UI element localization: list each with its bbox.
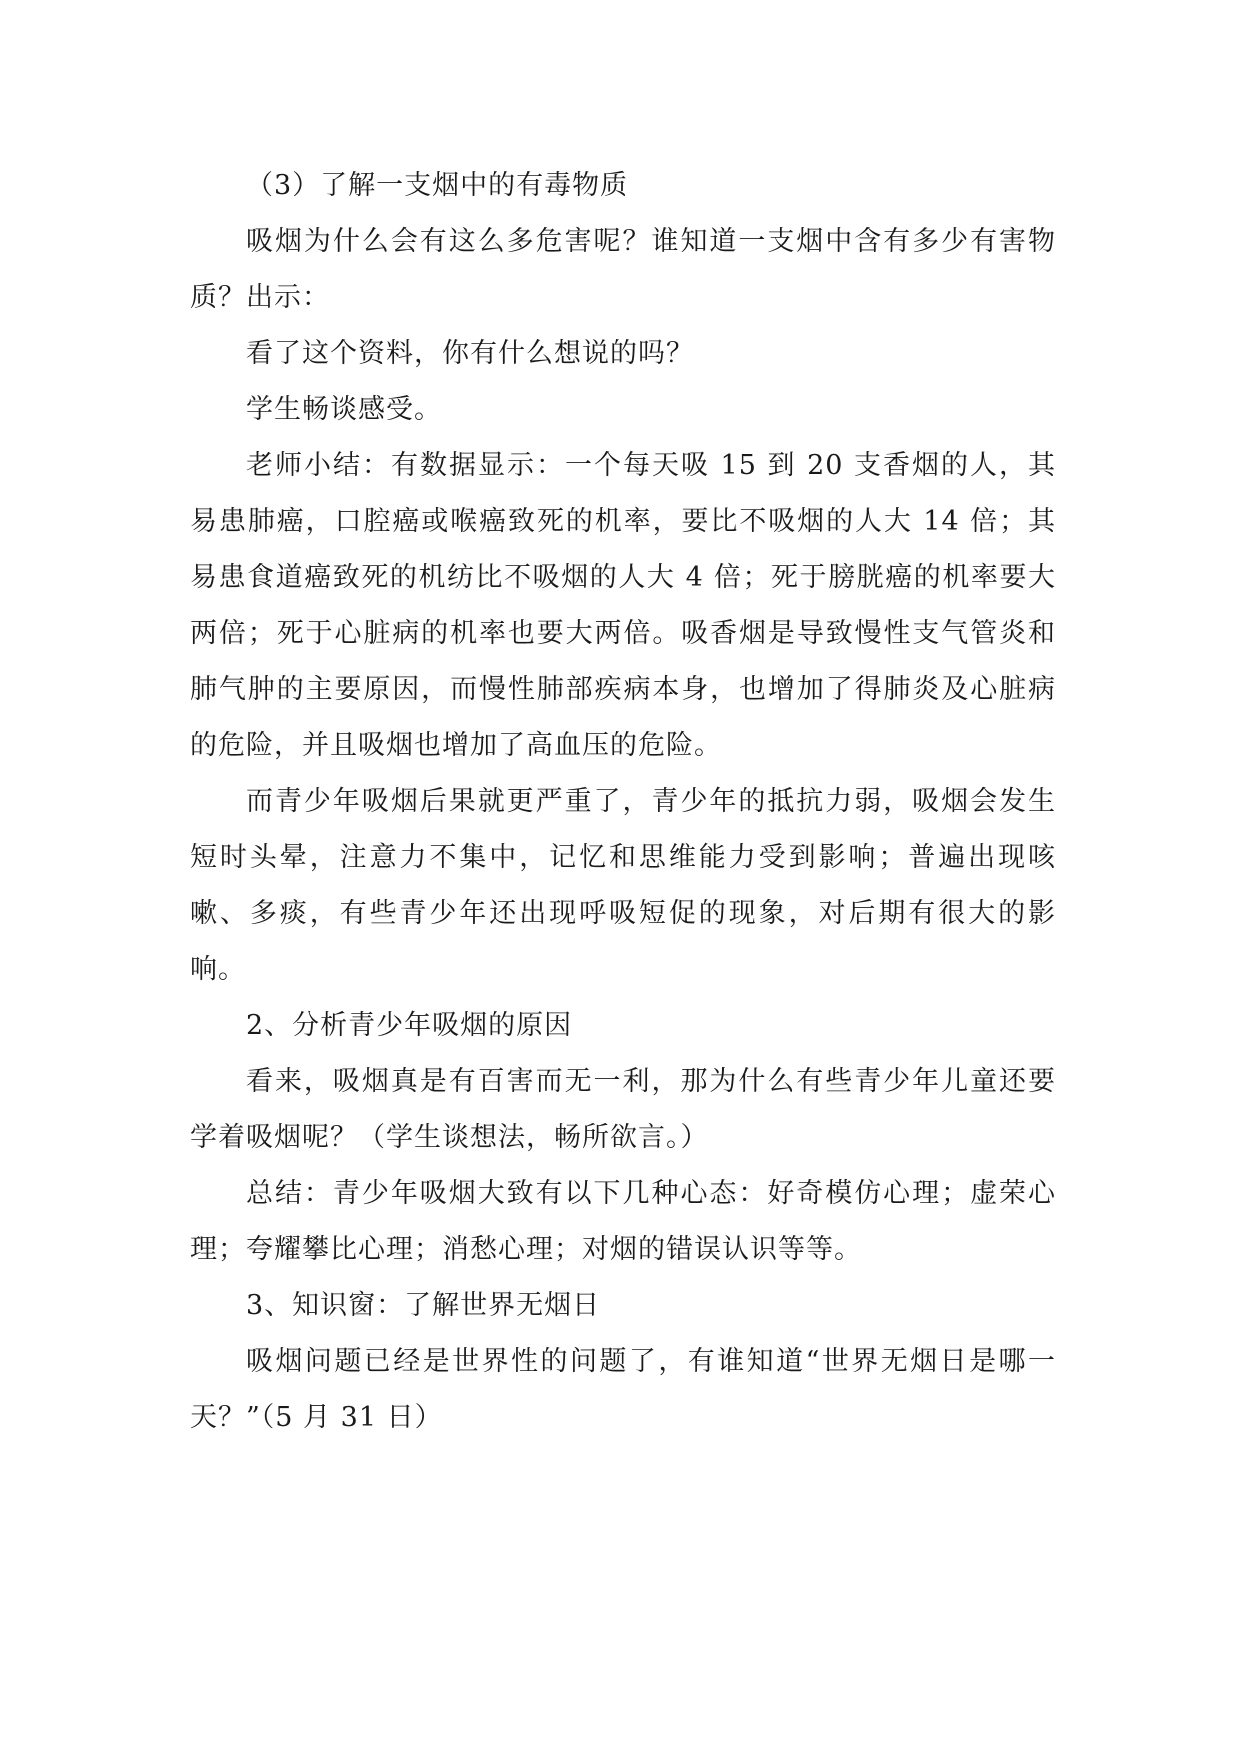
body-paragraph: 学生畅谈感受。 xyxy=(246,394,442,425)
body-paragraph: 看来，吸烟真是有百害而无一利，那为什么有些青少年儿童还要学着吸烟呢？（学生谈想法，畅所欲言。） xyxy=(190,1066,1056,1153)
document-body xyxy=(190,158,1056,1446)
body-paragraph: 看了这个资料，你有什么想说的吗？ xyxy=(246,338,694,369)
section-heading: （3）了解一支烟中的有毒物质 xyxy=(246,170,629,201)
section-heading: 2、分析青少年吸烟的原因 xyxy=(246,1010,573,1041)
body-paragraph: 吸烟问题已经是世界性的问题了，有谁知道“世界无烟日是哪一天？”（5 月 31 日） xyxy=(190,1346,1056,1433)
body-paragraph: 老师小结：有数据显示：一个每天吸 15 到 20 支香烟的人，其易患肺癌，口腔癌或喉癌致死的机率，要比不吸烟的人大 14 倍；其易患食道癌致死的机纺比不吸烟的人大 4 倍；死于膀胱癌的机率要大两倍；死于心脏病的机率也要大两倍。吸香烟是导致慢性支气管炎和肺气肿的主要原因，而慢性肺部疾病本身，也增加了得肺炎及心脏病的危险，并且吸烟也增加了高血压的危险。 xyxy=(190,450,1056,761)
section-heading: 3、知识窗：了解世界无烟日 xyxy=(246,1290,601,1321)
body-paragraph: 而青少年吸烟后果就更严重了，青少年的抵抗力弱，吸烟会发生短时头晕，注意力不集中，记忆和思维能力受到影响；普遍出现咳嗽、多痰，有些青少年还出现呼吸短促的现象，对后期有很大的影响。 xyxy=(190,786,1056,985)
body-paragraph: 吸烟为什么会有这么多危害呢？谁知道一支烟中含有多少有害物质？出示： xyxy=(190,226,1056,313)
body-paragraph: 总结：青少年吸烟大致有以下几种心态：好奇模仿心理；虚荣心理；夸耀攀比心理；消愁心理；对烟的错误认识等等。 xyxy=(190,1178,1056,1265)
